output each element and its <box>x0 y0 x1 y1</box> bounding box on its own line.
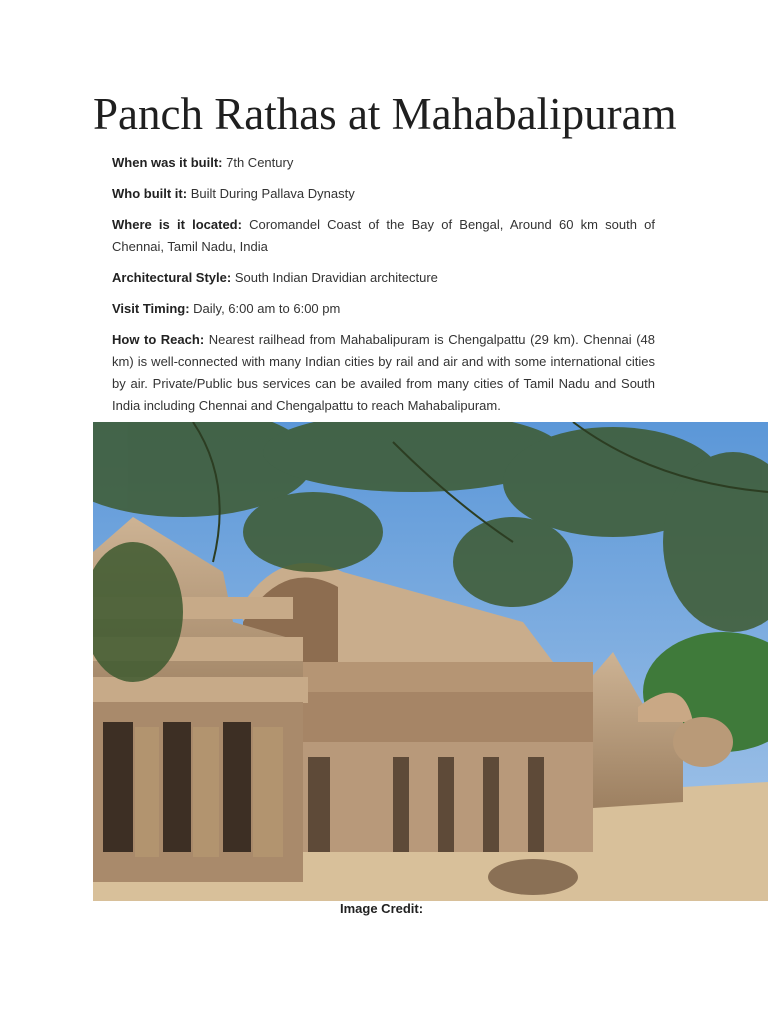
temple-photo <box>93 422 768 901</box>
page-title: Panch Rathas at Mahabalipuram <box>93 89 677 139</box>
fact-label: When was it built: <box>112 155 223 170</box>
fact-value: Built During Pallava Dynasty <box>190 186 355 201</box>
fact-label: Visit Timing: <box>112 301 190 316</box>
fact-value: South Indian Dravidian architecture <box>234 270 438 285</box>
fact-label: Who built it: <box>112 186 188 201</box>
fact-label: How to Reach: <box>112 332 205 347</box>
fact-how-to-reach <box>112 329 655 417</box>
rock <box>673 717 733 767</box>
image-credit: Image Credit: <box>340 901 424 916</box>
fact-label: Architectural Style: <box>112 270 232 285</box>
rock <box>488 859 578 895</box>
frieze <box>293 692 593 742</box>
fact-location <box>112 214 655 258</box>
fact-label: Where is it located: <box>112 217 242 232</box>
fact-architectural-style <box>112 267 655 289</box>
fact-value: Nearest railhead from Mahabalipuram is Chengalpattu (29 km). Chennai (48 km) is well-connected with many Indian cities by rail and air and with some international cities by air. Private/Public bus services can be availed from many cities of Tamil Nadu and South India including Chennai and Chengalpattu to reach Mahabalipuram. <box>112 332 655 413</box>
temple-photo-illustration <box>93 422 768 901</box>
fact-value: Daily, 6:00 am to 6:00 pm <box>193 301 341 316</box>
fact-visit-timing <box>112 298 655 320</box>
fact-when-built <box>112 152 655 174</box>
lion-pillars <box>135 727 283 857</box>
cornice <box>263 662 593 692</box>
fact-value: 7th Century <box>226 155 294 170</box>
fact-who-built <box>112 183 655 205</box>
left-ratha-niches <box>103 722 251 852</box>
fact-value: Coromandel Coast of the Bay of Bengal, Around 60 km south of Chennai, Tamil Nadu, India <box>112 217 655 254</box>
facts-list <box>112 152 655 426</box>
